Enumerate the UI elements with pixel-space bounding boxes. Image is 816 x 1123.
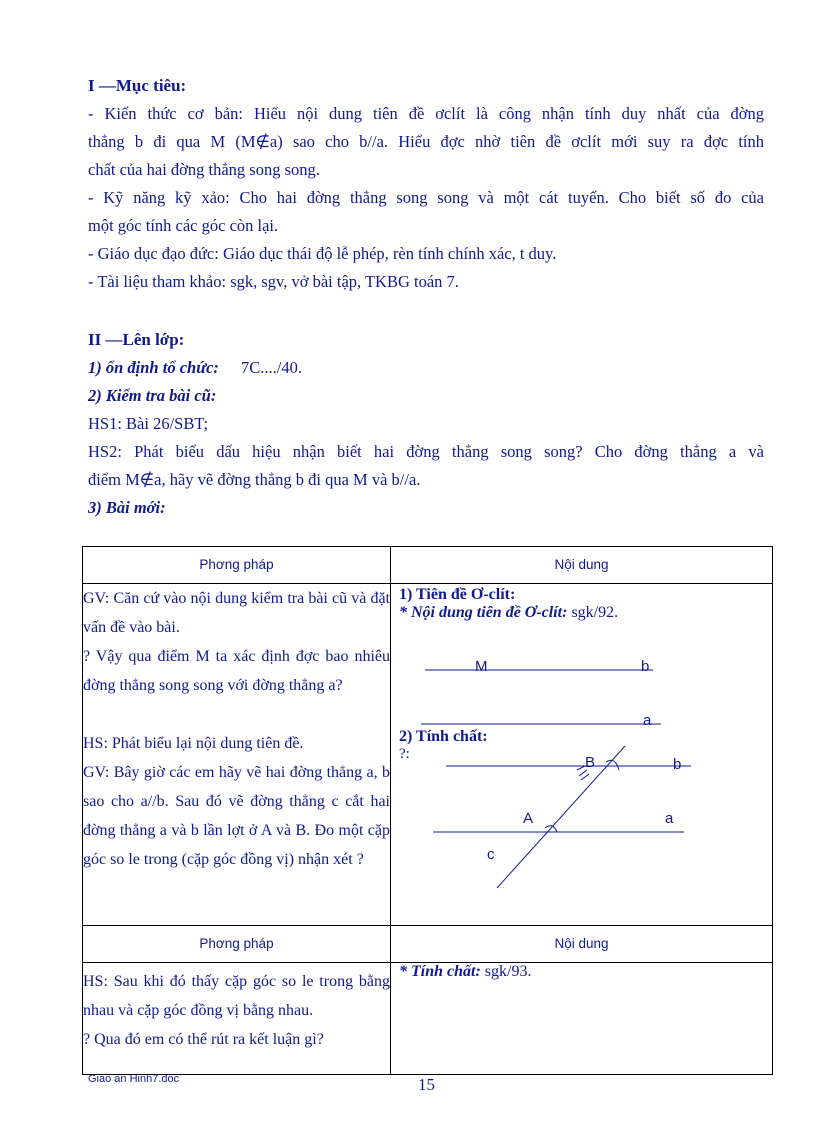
question-mark-label: ?: [399,746,410,762]
property-label: * Tính chất: [399,963,481,980]
row1-content-cell [391,584,773,926]
axiom-content-ref: sgk/92. [571,604,619,621]
objective-line-6: - Giáo dục đạo đức: Giáo dục thái độ lễ phép, rèn tính chính xác, t duy. [88,244,557,263]
line-a-2-label: a [665,810,674,827]
line-b-2-label: b [673,756,682,773]
axiom-content-label: * Nội dung tiên đề Ơ-clít: [399,604,568,621]
hs2-line-1: HS2: Phát biểu dấu hiệu nhận biết hai đờng thẳng song song? Cho đờng thẳng a và [88,442,764,461]
objective-line-2: thẳng b đi qua M (M∉a) sao cho b//a. Hiểu đợc nhờ tiên đề ơclít mới suy ra đợc tính [88,132,764,151]
parallel-lines-figure [391,584,773,926]
method-para: ? Vậy qua điểm M ta xác định đợc bao nhiêu đờng thẳng song song với đờng thẳng a? [83,648,390,694]
method-para: HS: Sau khi đó thấy cặp góc so le trong bằng nhau và cặp góc đồng vị bằng nhau. [83,973,390,1019]
col-header-content-2: Nội dung [391,926,773,963]
hs2-line-2: điểm M∉a, hãy vẽ đờng thẳng b đi qua M và b//a. [88,470,421,489]
section-1-heading: I —Mục tiêu: [88,76,187,95]
method-spacer [83,700,390,729]
item-2-label: 2) Kiểm tra bài cũ: [88,386,217,405]
item-1 [88,354,764,382]
item-1-value: 7C..../40. [241,358,302,377]
hs1-line: HS1: Bài 26/SBT; [88,414,209,433]
col-header-method: Phơng pháp [83,547,391,584]
method-para: GV: Căn cứ vào nội dung kiểm tra bài cũ và đặt vấn đề vào bài. [83,590,390,636]
property-heading: 2) Tính chất: [399,728,488,745]
row2-content-cell [391,963,773,1075]
page-number: 15 [418,1075,435,1094]
row1-method-cell [83,584,391,926]
item-3-label: 3) Bài mới: [88,498,166,517]
line-b-label: b [641,658,650,675]
line-a-label: a [643,712,652,729]
method-para: ? Qua đó em có thể rút ra kết luận gì? [83,1031,324,1048]
point-M-label: M [475,658,488,675]
point-B-label: B [585,754,596,771]
angle-tick-3 [581,774,589,780]
angle-tick-1 [577,766,585,770]
row2-method-cell [83,963,391,1075]
footer-filename: Giao an Hinh7.doc [88,1073,180,1085]
item-1-label: 1) ổn định tổ chức: [88,358,219,377]
line-c-label: c [487,846,495,863]
axiom-heading: 1) Tiên đề Ơ-clít: [399,586,516,603]
col-header-method-2: Phơng pháp [83,926,391,963]
objective-line-7: - Tài liệu tham khảo: sgk, sgv, vở bài tập, TKBG toán 7. [88,272,459,291]
col-header-content: Nội dung [391,547,773,584]
method-para: HS: Phát biểu lại nội dung tiên đề. [83,735,304,752]
transversal-c [497,746,625,888]
angle-arc-a [545,826,557,832]
point-A-label: A [523,810,534,827]
property-content [399,963,531,981]
objective-line-5: một góc tính các góc còn lại. [88,216,279,235]
method-para: GV: Bây giờ các em hãy vẽ hai đờng thẳng a, b sao cho a//b. Sau đó vẽ đờng thẳng c cắt hai đờng thẳng a và b lần lợt ở A và B. Đo một cặp góc so le trong (cặp góc đồng vị) nhận xét ? [83,764,390,868]
section-2-heading: II —Lên lớp: [88,330,185,349]
objective-line-1: - Kiến thức cơ bản: Hiểu nội dung tiên đề ơclít là công nhận tính duy nhất của đờng [88,104,764,123]
objective-line-4: - Kỹ năng kỹ xảo: Cho hai đờng thẳng song song và một cát tuyến. Cho biết số đo của [88,188,764,207]
lesson-table [82,546,773,1075]
objective-line-3: chất của hai đờng thẳng song song. [88,160,320,179]
property-ref: sgk/93. [484,963,532,980]
